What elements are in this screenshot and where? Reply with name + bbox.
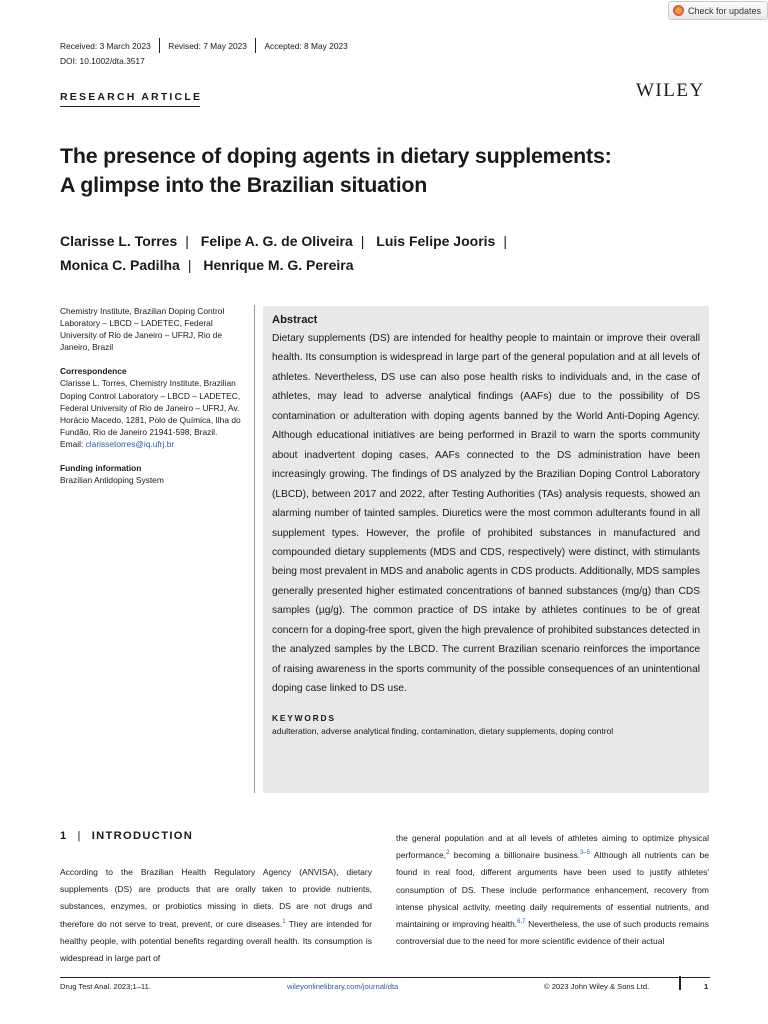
email-link[interactable]: clarissetorres@iq.ufrj.br — [85, 438, 175, 449]
correspondence-text: Clarisse L. Torres, Chemistry Institute, Brazilian Doping Control Laboratory – LBCD – LADETEC, Federal University of Rio de Janeiro – UFRJ, Av. Horácio Macedo, 1281, Polo de Química, Ilha do Fundão, Rio de Janeiro 21941-598, Brazil. — [60, 378, 241, 437]
body-text: Although all nutrients can be found in real food, different arguments have been used to justify athletes' consumption of DS. These include performance enhancement, recovery from intense physical activity, meeting daily requirements of essential nutrients, and maintaining or improving health. — [396, 850, 709, 930]
check-for-updates-label: Check for updates — [688, 5, 762, 16]
funding-heading: Funding information — [60, 463, 142, 474]
funding-text: Brazilian Antidoping System — [60, 475, 164, 486]
crossmark-icon — [673, 5, 684, 16]
author-name[interactable]: Henrique M. G. Pereira — [203, 257, 354, 273]
page-number: 1 — [704, 982, 709, 991]
correspondence — [60, 365, 248, 450]
copyright: © 2023 John Wiley & Sons Ltd. — [544, 982, 650, 991]
keywords-text: adulteration, adverse analytical finding, contamination, dietary supplements, doping control — [272, 725, 614, 736]
intro-column-2 — [396, 830, 709, 950]
check-for-updates-button[interactable] — [668, 1, 768, 20]
section-number: 1 — [60, 830, 68, 842]
abstract-heading: Abstract — [272, 314, 318, 326]
date-separator — [255, 38, 257, 53]
affiliation: Chemistry Institute, Brazilian Doping Control Laboratory – LBCD – LADETEC, Federal University of Rio de Janeiro – UFRJ, Rio de Janeiro, Brazil — [60, 306, 225, 353]
author-name[interactable]: Luis Felipe Jooris — [376, 233, 496, 249]
body-text: Nevertheless, the use of such products remains controversial due to the need for more scientific evidence of their actual — [396, 919, 709, 947]
body-text: becoming a billionaire business. — [449, 850, 581, 861]
footer-separator — [679, 976, 681, 990]
funding — [60, 462, 248, 486]
title-line-1: The presence of doping agents in dietary supplements: — [60, 144, 612, 168]
journal-citation: Drug Test Anal. 2023;1–11. — [60, 982, 151, 991]
abstract-text: Dietary supplements (DS) are intended for healthy people to maintain or improve their overall health. Its consumption is widespread in large part of the general population and at all levels of athletes. Nevertheless, DS use can also pose health risks to individuals and, in the case of athletes, may lead to adverse analytical findings (AAFs) due to the possibility of DS contamination or adulteration with doping agents banned by the World Anti-Doping Agency. Although educational initiatives are being performed in Brazil to warn the sports community about inadvertent doping cases, AAFs connected to the DS administration have been increasingly growing. The findings of DS analyzed by the Brazilian Doping Control Laboratory (LBCD), between 2017 and 2022, after Testing Authorities (TAs) analysis requests, showed an alarming number of tainted samples. Diuretics were the most common adulterants found in all supplement types. However, the profile of prohibited substances in manufactured and compounded dietary supplements (MDS and CDS, respectively) were distinct, with stimulants being most prevalent in MDS and anabolic agents in CDS products. Additionally, MDS samples generally presented higher estimated concentrations of banned substances (mg/g) than CDS samples (µg/g). The common practice of DS intake by athletes continues to be of great concern for a doping-free sport, given the high prevalence of prohibited substances detected in the analyzed samples by the LBCD. The current Brazilian scenario reinforces the importance of raising awareness in the sports community of the possible consequences of an unintentional doping case linked to DS use. — [272, 333, 700, 695]
section-title: INTRODUCTION — [91, 830, 194, 842]
author-list: Clarisse L. Torres | Felipe A. G. de Oliveira | Luis Felipe Jooris | Monica C. Padilha | Henrique M. G. Pereira — [60, 233, 507, 273]
footer-rule — [60, 977, 710, 978]
body-text: the general population and at all levels of athletes aiming to optimize physical performance, — [396, 833, 709, 861]
paper-title — [60, 142, 680, 200]
column-divider — [254, 305, 255, 793]
email-label: Email: — [60, 438, 86, 449]
reference-link[interactable]: 1 — [282, 918, 286, 925]
date-separator — [159, 38, 161, 53]
keywords-heading: KEYWORDS — [272, 712, 336, 723]
doi: DOI: 10.1002/dta.3517 — [60, 56, 145, 66]
journal-url-link[interactable]: wileyonlinelibrary.com/journal/dta — [287, 982, 399, 991]
revised-date: Revised: 7 May 2023 — [168, 40, 247, 51]
correspondence-heading: Correspondence — [60, 366, 127, 377]
article-info-sidebar — [60, 305, 248, 498]
reference-link[interactable]: 3–5 — [580, 850, 591, 857]
received-date: Received: 3 March 2023 — [60, 40, 151, 51]
title-line-2: A glimpse into the Brazilian situation — [60, 173, 428, 197]
abstract-box — [263, 306, 709, 793]
article-type-rule — [60, 106, 200, 107]
author-name[interactable]: Clarisse L. Torres — [60, 233, 178, 249]
accepted-date: Accepted: 8 May 2023 — [264, 40, 348, 51]
article-type: RESEARCH ARTICLE — [60, 91, 203, 103]
author-name[interactable]: Monica C. Padilha — [60, 257, 180, 273]
intro-column-1 — [60, 864, 372, 967]
article-dates — [60, 38, 348, 53]
publisher-logo: WILEY — [636, 80, 705, 101]
body-text: They are intended for healthy people, with potential benefits regarding overall health. Its consumption is widespread in large part of — [60, 918, 372, 964]
reference-link[interactable]: 6,7 — [517, 919, 526, 926]
section-heading: 1 | INTRODUCTION — [60, 830, 194, 842]
body-text: According to the Brazilian Health Regulatory Agency (ANVISA), dietary supplements (DS) are products that are orally taken to provide nutrients, substances, enzymes, or probiotics missing in diets. DS are not drugs and therefore do not serve to treat, prevent, or cure diseases. — [60, 867, 372, 929]
author-name[interactable]: Felipe A. G. de Oliveira — [200, 233, 353, 249]
reference-link[interactable]: 2 — [446, 850, 450, 857]
